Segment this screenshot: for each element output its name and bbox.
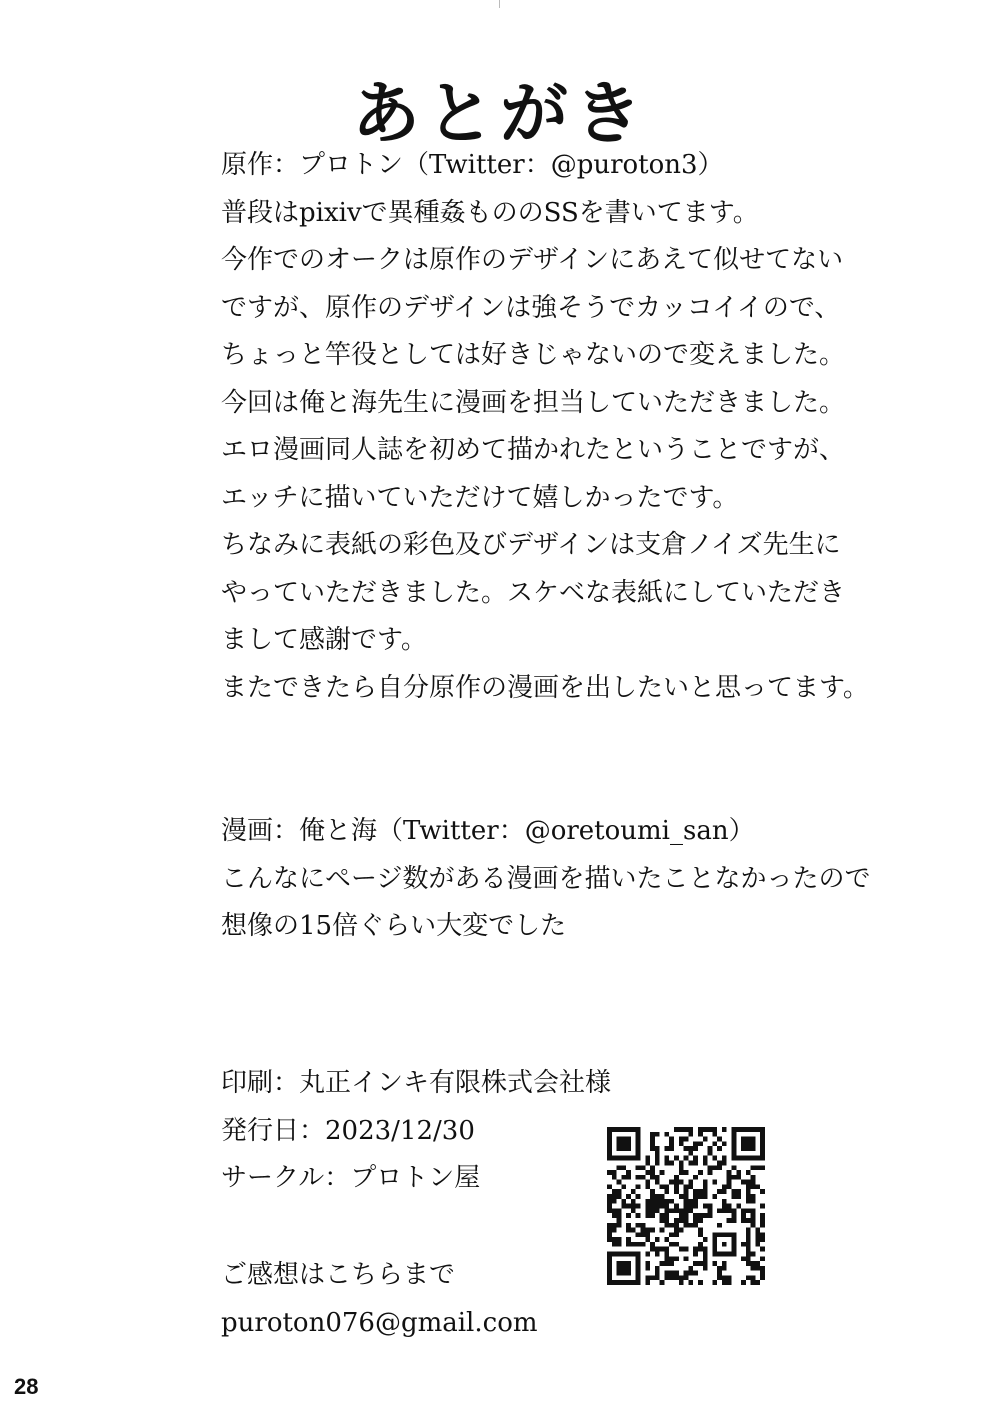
original-text-line: エッチに描いていただけて嬉しかったです。 <box>221 482 739 513</box>
original-text-line: まして感謝です。 <box>221 625 427 655</box>
original-text-line: ちょっと竿役としては好きじゃないので変えました。 <box>221 340 846 370</box>
qr-code-icon[interactable] <box>607 1127 765 1285</box>
original-text-line: 今作でのオークは原作のデザインにあえて似せてない <box>221 245 844 275</box>
crop-mark <box>499 0 500 8</box>
original-author-section <box>221 142 961 712</box>
contact-label: ご感想はこちらまで <box>221 1260 456 1290</box>
printer-line: 印刷：丸正インキ有限株式会社様 <box>221 1068 612 1098</box>
manga-credit-line: 漫画：俺と海（Twitter：@oretoumi_san） <box>221 816 755 846</box>
manga-text-line: こんなにページ数がある漫画を描いたことなかったので <box>221 863 871 894</box>
contact-email[interactable]: puroton076@gmail.com <box>221 1307 538 1338</box>
page-title: あとがき <box>351 73 648 154</box>
contact-section <box>221 1252 961 1347</box>
circle-name-line: サークル：プロトン屋 <box>221 1163 481 1193</box>
page-number: 28 <box>14 1374 39 1399</box>
publication-info-section <box>221 1060 961 1203</box>
manga-text-line: 想像の15倍ぐらい大変でした <box>221 911 567 941</box>
publish-date-line: 発行日：2023/12/30 <box>221 1115 475 1146</box>
original-text-line: 普段はpixivで異種姦もののSSを書いてます。 <box>221 197 759 228</box>
manga-artist-section <box>221 808 961 951</box>
original-text-line: またできたら自分原作の漫画を出したいと思ってます。 <box>221 672 869 703</box>
original-text-line: ちなみに表紙の彩色及びデザインは支倉ノイズ先生に <box>221 530 841 560</box>
original-credit-line: 原作：プロトン（Twitter：@puroton3） <box>221 150 724 180</box>
original-text-line: ですが、原作のデザインは強そうでカッコイイので、 <box>221 292 841 323</box>
original-text-line: やっていただきました。スケベな表紙にしていただき <box>221 577 846 608</box>
original-text-line: 今回は俺と海先生に漫画を担当していただきました。 <box>221 387 846 418</box>
original-text-line: エロ漫画同人誌を初めて描かれたということですが、 <box>221 435 846 465</box>
